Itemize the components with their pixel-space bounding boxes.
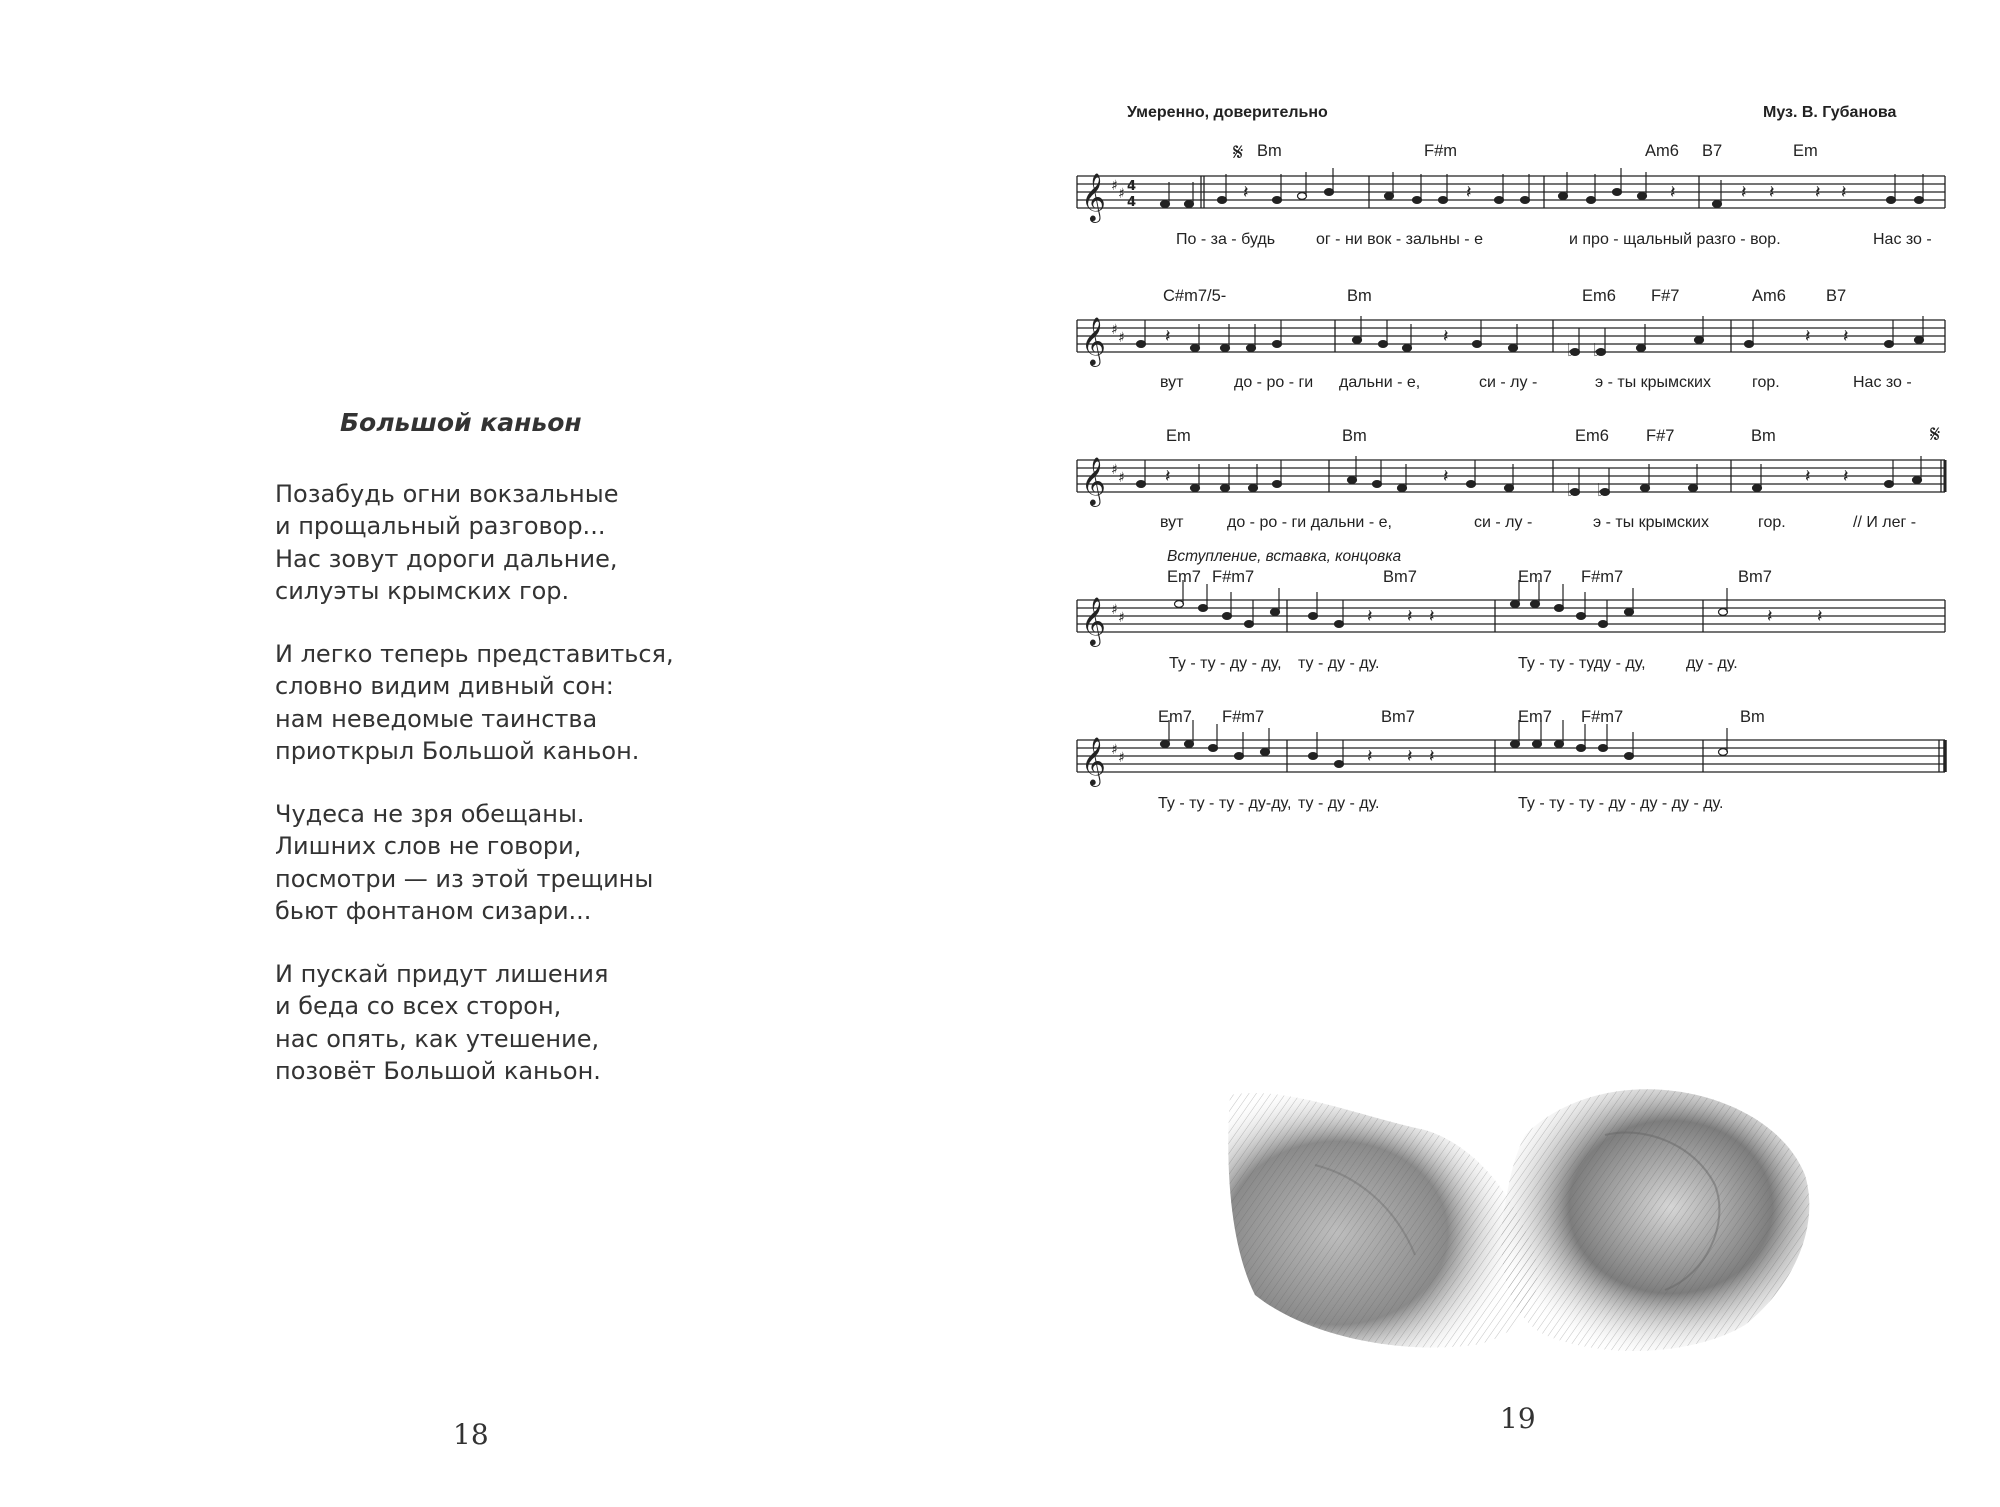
chord-symbol: F#7 bbox=[1646, 427, 1675, 445]
svg-text:𝄽: 𝄽 bbox=[1841, 182, 1847, 203]
chord-symbol: Em6 bbox=[1575, 427, 1609, 445]
lyric-text: По - за - будь bbox=[1176, 231, 1276, 248]
chord-symbol: Em7 bbox=[1167, 568, 1201, 586]
poem-line: приоткрыл Большой каньон. bbox=[275, 736, 640, 765]
lyric-text: Ту - ту - ту - ду - ду - ду - ду. bbox=[1518, 795, 1724, 812]
svg-text:𝄽: 𝄽 bbox=[1407, 746, 1413, 767]
svg-text:𝄽: 𝄽 bbox=[1367, 746, 1373, 767]
svg-text:♭: ♭ bbox=[1593, 340, 1602, 361]
svg-text:𝄽: 𝄽 bbox=[1466, 182, 1472, 203]
poem-line: бьют фонтаном сизари... bbox=[275, 896, 592, 925]
svg-text:♭: ♭ bbox=[1597, 480, 1606, 501]
svg-text:𝄽: 𝄽 bbox=[1443, 326, 1449, 347]
chord-symbol: B7 bbox=[1826, 287, 1847, 305]
music-staff bbox=[1077, 160, 1957, 240]
chord-symbol: Em7 bbox=[1158, 708, 1192, 726]
lyric-text: э - ты крымских bbox=[1593, 514, 1709, 531]
poem-line: И легко теперь представиться, bbox=[275, 640, 674, 668]
svg-text:♯: ♯ bbox=[1111, 742, 1118, 758]
lyric-text: ту - ду - ду. bbox=[1298, 795, 1380, 812]
svg-text:𝄽: 𝄽 bbox=[1670, 182, 1676, 203]
svg-text:𝄞: 𝄞 bbox=[1081, 596, 1106, 645]
chord-symbol: F#m7 bbox=[1581, 708, 1624, 726]
lyric-text: Ту - ту - ду - ду, bbox=[1169, 655, 1282, 672]
svg-text:𝄽: 𝄽 bbox=[1165, 466, 1171, 487]
chord-symbol: Em7 bbox=[1518, 708, 1552, 726]
chord-symbol: Bm bbox=[1347, 287, 1372, 305]
poem-line: позовёт Большой каньон. bbox=[275, 1056, 601, 1085]
chord-symbol: F#m7 bbox=[1212, 568, 1255, 586]
chord-symbol: Em bbox=[1793, 142, 1818, 160]
svg-text:𝄞: 𝄞 bbox=[1081, 316, 1106, 365]
chord-symbol: Am6 bbox=[1752, 287, 1786, 305]
svg-text:♯: ♯ bbox=[1118, 186, 1125, 202]
poem-line: силуэты крымских гор. bbox=[275, 576, 570, 605]
chord-symbol: Em bbox=[1166, 427, 1191, 445]
lyric-text: и про - щальный разго - вор. bbox=[1569, 231, 1781, 248]
lyric-text: Ту - ту - туду - ду, bbox=[1518, 655, 1646, 672]
chord-symbol: Bm bbox=[1342, 427, 1367, 445]
lyric-text: дальни - е, bbox=[1339, 374, 1421, 391]
rock-illustration bbox=[1225, 1075, 1820, 1360]
svg-text:♭: ♭ bbox=[1567, 480, 1576, 501]
chord-symbol: C#m7/5- bbox=[1163, 287, 1227, 305]
lyric-text: гор. bbox=[1752, 374, 1780, 391]
composer-credit: Муз. В. Губанова bbox=[1763, 104, 1897, 121]
lyric-text: Нас зо - bbox=[1853, 374, 1912, 391]
lyric-text: вут bbox=[1160, 514, 1184, 531]
svg-text:♯: ♯ bbox=[1118, 330, 1125, 346]
svg-text:𝄽: 𝄽 bbox=[1805, 466, 1811, 487]
chord-symbol: Bm7 bbox=[1383, 568, 1417, 586]
poem-line: и беда со всех сторон, bbox=[275, 992, 562, 1021]
svg-text:𝄞: 𝄞 bbox=[1081, 736, 1106, 785]
svg-text:4: 4 bbox=[1127, 179, 1137, 194]
svg-text:𝄽: 𝄽 bbox=[1815, 182, 1821, 203]
lyric-text: до - ро - ги bbox=[1234, 374, 1314, 391]
tempo-marking: Умеренно, доверительно bbox=[1127, 104, 1328, 121]
svg-text:𝄽: 𝄽 bbox=[1407, 606, 1413, 627]
poem-line: Позабудь огни вокзальные bbox=[275, 480, 619, 508]
svg-text:𝄽: 𝄽 bbox=[1741, 182, 1747, 203]
svg-text:𝄽: 𝄽 bbox=[1817, 606, 1823, 627]
poem-line: Лишних слов не говори, bbox=[275, 832, 582, 861]
chord-symbol: F#m7 bbox=[1581, 568, 1624, 586]
svg-text:𝄽: 𝄽 bbox=[1165, 326, 1171, 347]
chord-symbol: F#m bbox=[1424, 142, 1457, 160]
lyric-text: э - ты крымских bbox=[1595, 374, 1711, 391]
lyric-text: гор. bbox=[1758, 514, 1786, 531]
stanza-1 bbox=[275, 478, 618, 607]
svg-text:𝄽: 𝄽 bbox=[1767, 606, 1773, 627]
lyric-text: Ту - ту - ту - ду-ду, bbox=[1158, 795, 1292, 812]
chord-symbol: F#m7 bbox=[1222, 708, 1265, 726]
poem-line: нам неведомые таинства bbox=[275, 704, 598, 733]
stanza-3 bbox=[275, 798, 653, 927]
lyric-text: си - лу - bbox=[1474, 514, 1533, 531]
svg-text:𝄞: 𝄞 bbox=[1081, 172, 1106, 221]
page-number-right: 19 bbox=[1500, 1402, 1536, 1435]
svg-text:♯: ♯ bbox=[1111, 462, 1118, 478]
chord-symbol: Bm7 bbox=[1381, 708, 1415, 726]
lyric-text: Нас зо - bbox=[1873, 231, 1932, 248]
poem-line: и прощальный разговор... bbox=[275, 512, 606, 541]
svg-text:𝄽: 𝄽 bbox=[1805, 326, 1811, 347]
svg-text:𝄞: 𝄞 bbox=[1081, 456, 1106, 505]
svg-text:𝄽: 𝄽 bbox=[1843, 466, 1849, 487]
chord-symbol: Bm bbox=[1740, 708, 1765, 726]
svg-text:♯: ♯ bbox=[1118, 610, 1125, 626]
chord-symbol: B7 bbox=[1702, 142, 1723, 160]
svg-text:♯: ♯ bbox=[1111, 322, 1118, 338]
svg-text:𝄽: 𝄽 bbox=[1843, 326, 1849, 347]
stanza-4 bbox=[275, 958, 608, 1087]
svg-text:4: 4 bbox=[1127, 195, 1137, 210]
lyric-text: // И лег - bbox=[1853, 514, 1917, 531]
lyric-text: вут bbox=[1160, 374, 1184, 391]
svg-text:𝄽: 𝄽 bbox=[1243, 182, 1249, 203]
svg-text:𝄽: 𝄽 bbox=[1769, 182, 1775, 203]
chord-symbol: F#7 bbox=[1651, 287, 1680, 305]
section-label: Вступление, вставка, концовка bbox=[1167, 548, 1402, 565]
svg-text:𝄽: 𝄽 bbox=[1367, 606, 1373, 627]
svg-text:♯: ♯ bbox=[1111, 602, 1118, 618]
music-staff bbox=[1077, 304, 1957, 384]
svg-text:𝄽: 𝄽 bbox=[1443, 466, 1449, 487]
chord-symbol: Em6 bbox=[1582, 287, 1616, 305]
poem-line: посмотри — из этой трещины bbox=[275, 864, 654, 893]
stanza-2 bbox=[275, 638, 674, 767]
svg-text:♯: ♯ bbox=[1118, 470, 1125, 486]
music-staff bbox=[1077, 584, 1957, 664]
svg-text:♯: ♯ bbox=[1111, 178, 1118, 194]
lyric-text: ду - ду. bbox=[1686, 655, 1738, 672]
poem-line: нас опять, как утешение, bbox=[275, 1024, 600, 1053]
svg-text:♯: ♯ bbox=[1118, 750, 1125, 766]
chord-symbol: Em7 bbox=[1518, 568, 1552, 586]
chord-symbol: Bm7 bbox=[1738, 568, 1772, 586]
lyric-text: ог - ни вок - зальны - е bbox=[1316, 231, 1483, 248]
segno-sign: 𝄋 bbox=[1233, 138, 1244, 166]
poem-line: И пускай придут лишения bbox=[275, 960, 609, 988]
poem-line: Нас зовут дороги дальние, bbox=[275, 544, 618, 573]
chord-symbol: Am6 bbox=[1645, 142, 1679, 160]
lyric-text: ту - ду - ду. bbox=[1298, 655, 1380, 672]
lyric-text: до - ро - ги дальни - е, bbox=[1227, 514, 1392, 531]
lyric-text: си - лу - bbox=[1479, 374, 1538, 391]
chord-symbol: Bm bbox=[1257, 142, 1282, 160]
svg-text:𝄽: 𝄽 bbox=[1429, 746, 1435, 767]
page-number-left: 18 bbox=[453, 1418, 489, 1451]
svg-text:♭: ♭ bbox=[1567, 340, 1576, 361]
poem-line: Чудеса не зря обещаны. bbox=[275, 800, 585, 828]
svg-text:𝄽: 𝄽 bbox=[1429, 606, 1435, 627]
segno-sign: 𝄋 bbox=[1930, 420, 1941, 448]
music-staff bbox=[1077, 444, 1957, 524]
poem-line: словно видим дивный сон: bbox=[275, 672, 614, 701]
chord-symbol: Bm bbox=[1751, 427, 1776, 445]
poem-title: Большой каньон bbox=[340, 408, 582, 437]
music-staff bbox=[1077, 724, 1957, 804]
